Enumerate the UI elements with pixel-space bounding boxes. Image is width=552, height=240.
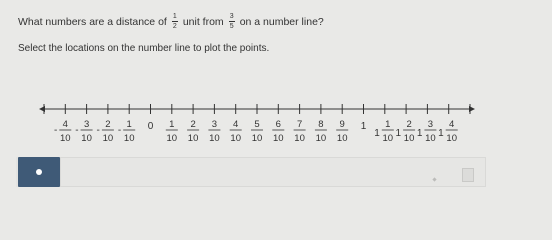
tick-label [438, 119, 458, 144]
question-after: on a number line? [239, 15, 324, 28]
svg-text:10: 10 [187, 133, 199, 144]
svg-text:10: 10 [230, 133, 241, 144]
svg-text:3: 3 [427, 119, 434, 130]
svg-text:-: - [53, 125, 58, 136]
answer-tray[interactable] [60, 157, 486, 187]
tick-label [54, 119, 71, 144]
svg-text:9: 9 [339, 119, 345, 130]
instruction-text: Select the locations on the number line to plot the points. [18, 43, 270, 54]
tick-label [148, 121, 154, 132]
svg-text:10: 10 [123, 133, 135, 144]
trash-icon[interactable] [462, 168, 474, 182]
svg-text:-: - [117, 125, 122, 136]
tick-label [272, 119, 284, 144]
fraction-numerator: 1 [172, 13, 177, 20]
svg-text:8: 8 [318, 119, 324, 130]
svg-text:10: 10 [166, 133, 178, 144]
svg-text:1: 1 [395, 128, 402, 139]
svg-text:10: 10 [403, 133, 415, 144]
tick-label [118, 119, 135, 144]
svg-text:10: 10 [315, 133, 327, 144]
question-middle: unit from [182, 15, 224, 28]
svg-text:10: 10 [425, 133, 436, 144]
svg-text:5: 5 [254, 119, 260, 130]
svg-text:4: 4 [233, 119, 239, 130]
svg-text:10: 10 [382, 133, 394, 144]
svg-text:3: 3 [83, 119, 90, 130]
svg-text:2: 2 [406, 119, 412, 130]
svg-text:3: 3 [211, 119, 218, 130]
tick-label [187, 119, 199, 144]
tick-label [374, 119, 394, 144]
tick-label [417, 119, 437, 144]
fraction-one-half [172, 13, 178, 30]
svg-text:6: 6 [275, 119, 281, 130]
svg-text:10: 10 [273, 133, 284, 144]
fraction-bar [229, 21, 235, 22]
tick-label [315, 119, 327, 144]
svg-text:1: 1 [360, 121, 367, 132]
svg-text:2: 2 [105, 119, 111, 130]
tick-label [97, 119, 114, 144]
svg-text:10: 10 [81, 133, 92, 144]
fraction-three-fifths [229, 13, 235, 30]
svg-text:7: 7 [296, 119, 303, 130]
svg-text:-: - [75, 125, 79, 136]
tick-label [208, 119, 220, 144]
svg-text:1: 1 [416, 128, 423, 139]
tick-label [230, 119, 242, 144]
tick-label [294, 119, 306, 144]
tick-label [251, 119, 263, 144]
svg-text:10: 10 [251, 133, 263, 144]
tick-label [336, 119, 348, 144]
svg-text:0: 0 [147, 121, 154, 132]
question-before: What numbers are a distance of [18, 15, 167, 28]
svg-text:10: 10 [446, 133, 457, 144]
svg-text:1: 1 [169, 119, 175, 130]
question-text [18, 13, 324, 30]
svg-text:1: 1 [385, 119, 391, 130]
point-icon [36, 169, 42, 175]
svg-text:4: 4 [449, 119, 455, 130]
svg-text:-: - [96, 125, 100, 136]
svg-text:10: 10 [102, 133, 114, 144]
svg-text:10: 10 [336, 133, 348, 144]
svg-text:2: 2 [190, 119, 196, 130]
fraction-denominator: 5 [229, 23, 234, 30]
svg-text:1: 1 [126, 119, 132, 130]
svg-text:1: 1 [374, 128, 380, 139]
tick-label [75, 119, 92, 144]
tick-label [396, 119, 416, 144]
tick-label [166, 119, 178, 144]
svg-text:10: 10 [60, 133, 71, 144]
point-tool-button[interactable] [18, 157, 60, 187]
fraction-bar [172, 21, 178, 22]
fraction-denominator: 2 [172, 23, 177, 30]
svg-text:1: 1 [438, 128, 444, 139]
fraction-numerator: 3 [229, 13, 234, 20]
number-line[interactable] [0, 99, 552, 155]
svg-text:10: 10 [209, 133, 220, 144]
svg-text:10: 10 [294, 133, 305, 144]
tick-label [361, 121, 367, 132]
svg-text:4: 4 [62, 119, 68, 130]
